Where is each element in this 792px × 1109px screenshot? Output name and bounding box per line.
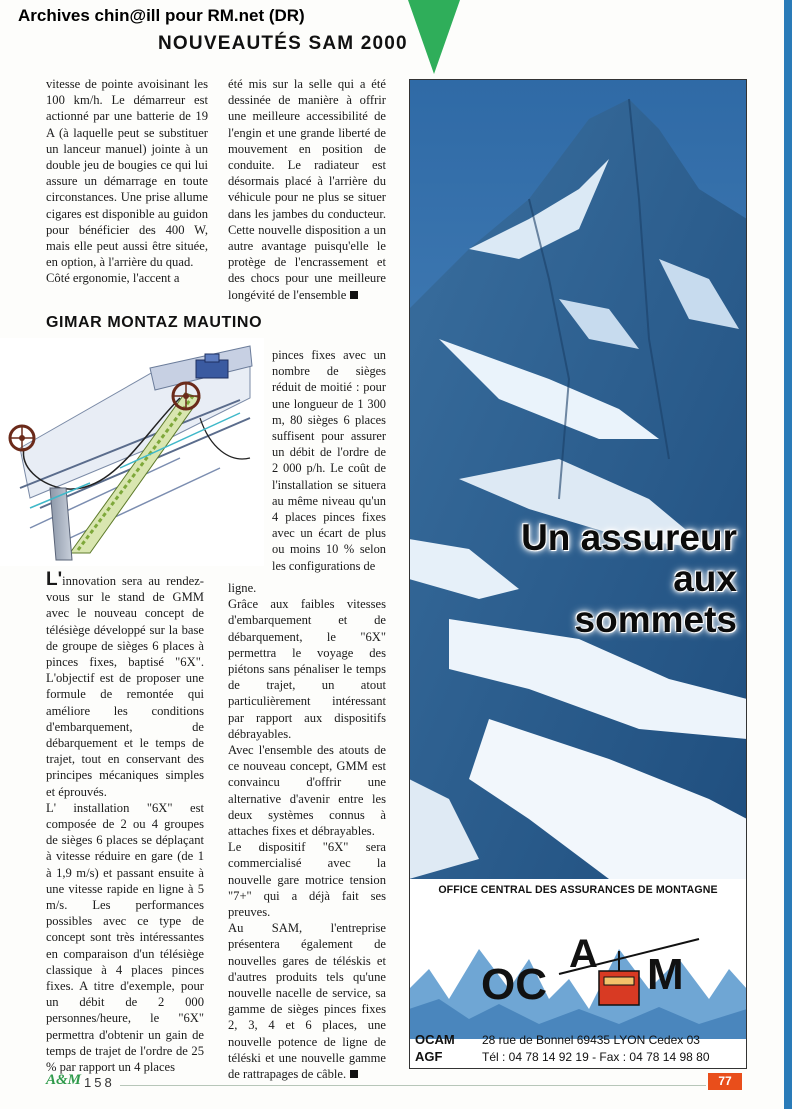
archive-credit: Archives chin@ill pour RM.net (DR) [18,6,305,25]
drop-cap: L' [46,569,63,590]
article-text: innovation sera au rendez-vous sur le stand de GMM avec le nouveau concept de télésiège développé sur la base de groupe de sièges 6 places à pinces fixes, baptisé "6X". L'objectif est de proposer une formule de remontée qui améliore les conditions d'embarquement, de débarquement et le temps de trajet, tout en conservant des principes mécaniques simples et éprouvés. [46,574,204,799]
gmm-heading: GIMAR MONTAZ MAUTINO [46,314,263,331]
end-of-article-mark [350,1070,358,1078]
logo-text-m: M [647,950,684,999]
folio-left: 158 [84,1075,115,1090]
article-paragraph: Avec l'ensemble des atouts de ce nouveau concept, GMM est convaincu d'offrir une alternative d'avenir entre les deux systèmes connus à attaches fixes et débrayables. [228,743,386,839]
slogan-line: sommets [574,599,737,640]
magazine-logo: A&M [46,1072,82,1088]
article-paragraph [46,569,204,800]
office-name: OFFICE CENTRAL DES ASSURANCES DE MONTAGNE [438,884,718,896]
article-text: été mis sur la selle qui a été dessinée de manière à offrir une meilleure accessibilité de l'engin et une grande liberté de mouvement en position de conduite. Le radiateur est désormais placé à l'arrière du véhicule pour ne plus se situer dans les jambes du conducteur. Cette nouvelle disposition a un autre avantage puisqu'elle le protège de l'encrassement et des chocs pour une meilleure longévité de l'ensemble [228,77,386,302]
ocam-logo [409,929,747,1039]
article-paragraph: Grâce aux faibles vitesses d'embarquement et de débarquement, le "6X" permettra le voyage des piétons sans pénaliser le temps de trajet, un atout particulièrement intéressant par rapport aux dispositifs débrayables. [228,597,386,741]
gmm-right-column [228,580,386,1082]
end-of-article-mark [350,291,358,299]
gmm-mid-column [272,347,386,574]
chairlift-illustration [0,338,264,566]
article-paragraph: pinces fixes avec un nombre de sièges réduit de moitié : pour une longueur de 1 300 m, 80 sièges 6 places suffisent pour assurer un débit de l'ordre de 2 000 p/h. Le coût de l'installation se situera au même niveau qu'un 4 places pinces fixes avec un écart de plus ou moins 10 % selon les configurations de [272,348,386,573]
ad-address: 28 rue de Bonnel 69435 LYON Cedex 03 [482,1033,700,1047]
article-paragraph: vitesse de pointe avoisinant les 100 km/h. Le démarreur est actionné par une batterie de 19 A (à laquelle peut se substituer un lanceur manuel) jointe à un double jeu de bougies ce qui lui assure un démarrage en toute circonstances. Une prise allume cigares est disponible au guidon pour bénéficier des 400 W, mais elle peut aussi être située, en option, à l'arrière du quad. [46,77,208,270]
brand-agf: AGF [415,1049,443,1064]
gmm-left-column [46,569,204,1075]
slogan-line: Un assureur [521,517,737,558]
brand-ocam: OCAM [415,1032,455,1047]
green-triangle-ornament [408,0,460,74]
article-paragraph: Côté ergonomie, l'accent a [46,271,180,286]
ad-slogan [437,517,737,640]
article-text: Au SAM, l'entreprise présentera également de nouvelles gares de téléskis et d'autres produits tels qu'une nouvelle nacelle de service, sa gamme de sièges pinces fixes 2, 3, 4 et 6 places, une nouvelle potence de ligne de téléski et une nouvelle gamme de rattrapages de câble. [228,921,386,1082]
logo-text-a: A [569,932,598,976]
page-number: 77 [708,1073,742,1090]
article-paragraph [228,76,386,303]
ocam-advertisement [409,79,747,1069]
article-paragraph [228,920,386,1082]
article-paragraph: ligne. [228,581,257,595]
mountain-photo [409,79,747,879]
logo-text-oc: OC [481,960,547,1009]
article-top-column-2 [228,76,386,303]
article-paragraph: Le dispositif "6X" sera commercialisé avec la nouvelle gare motrice tension "7+" qui a déjà fait ses preuves. [228,840,386,920]
article-top-column-1 [46,76,208,287]
page-edge-strip [784,0,792,1109]
footer-rule [120,1085,706,1086]
article-paragraph: L' installation "6X" est composée de 2 ou 4 groupes de sièges 6 places se déplaçant à vitesse réduire en gare (de 1 à 1,9 m/s) et passant ensuite à une vitesse rapide en ligne à 5 m/s. Les performances possibles avec ce type de concept sont très intéressantes en comparaison d'un télésiège classique à 4 places pinces fixes. A titre d'exemple, pour un débit de 2 000 personnes/heure, le "6X" permettra d'obtenir un gain de temps de trajet de l'ordre de 25 % par rapport un 4 places [46,800,204,1075]
section-title: NOUVEAUTÉS SAM 2000 [158,33,408,54]
ad-phone: Tél : 04 78 14 92 19 - Fax : 04 78 14 98 80 [482,1050,710,1064]
slogan-line: aux [673,558,737,599]
